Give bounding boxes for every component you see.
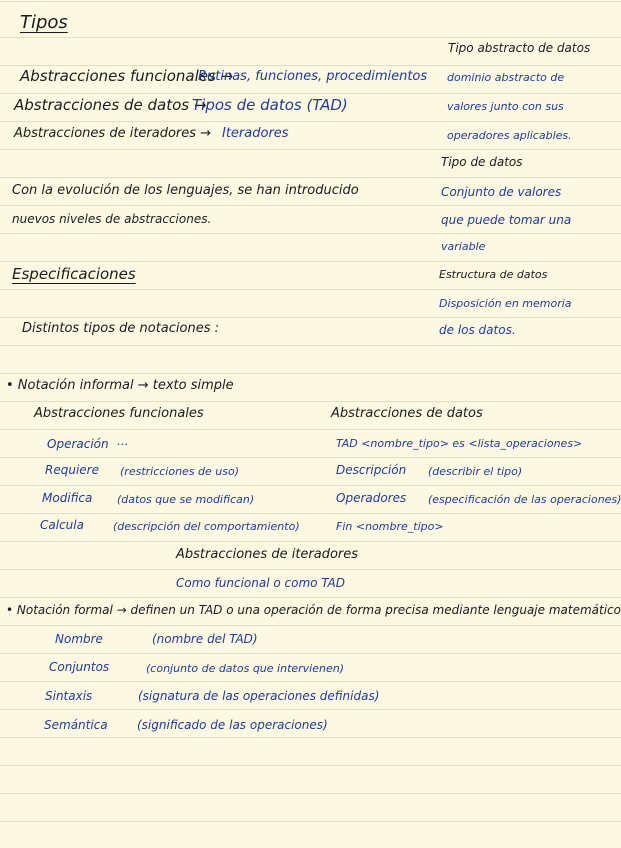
funcionales-key-requiere: Requiere	[45, 463, 99, 477]
abstraccion-label-iteradores: Abstracciones de iteradores →	[14, 126, 212, 141]
abstraccion-value-datos: Tipos de datos (TAD)	[192, 96, 348, 114]
iteradores-note: Como funcional o como TAD	[176, 576, 346, 590]
datos-desc-descripcion: (describir el tipo)	[428, 465, 523, 478]
side-estructura-title: Estructura de datos	[439, 268, 548, 281]
notaciones-intro: Distintos tipos de notaciones :	[22, 321, 219, 336]
abstraccion-value-funcionales: Rutinas, funciones, procedimientos	[198, 69, 428, 84]
funcionales-desc-modifica: (datos que se modifican)	[117, 493, 255, 506]
especificaciones-title: Especificaciones	[12, 265, 136, 283]
formal-desc-conjuntos: (conjunto de datos que intervienen)	[146, 662, 345, 675]
side-tipo-line-2: que puede tomar una	[441, 213, 572, 227]
datos-title: Abstracciones de datos	[331, 406, 483, 421]
formal-key-nombre: Nombre	[55, 632, 103, 646]
informal-heading: • Notación informal → texto simple	[6, 378, 234, 393]
funcionales-key-calcula: Calcula	[40, 518, 84, 532]
abstraccion-label-datos: Abstracciones de datos →	[14, 96, 207, 114]
side-tad-title: Tipo abstracto de datos	[448, 41, 591, 55]
formal-key-sintaxis: Sintaxis	[45, 689, 93, 703]
side-estructura-line-1: Disposición en memoria	[439, 297, 572, 310]
formal-heading: • Notación formal → definen un TAD o una operación de forma precisa mediante lenguaje matemático	[6, 603, 621, 617]
formal-desc-sintaxis: (signatura de las operaciones definidas)	[138, 689, 380, 703]
funcionales-title: Abstracciones funcionales	[34, 406, 204, 421]
formal-key-semantica: Semántica	[44, 718, 108, 732]
datos-key-tad: TAD <nombre_tipo> es <lista_operaciones>	[336, 437, 583, 450]
side-tipo-title: Tipo de datos	[441, 155, 523, 169]
abstraccion-label-funcionales: Abstracciones funcionales →	[20, 67, 234, 85]
side-tipo-line-3: variable	[441, 240, 486, 253]
datos-key-fin: Fin <nombre_tipo>	[336, 520, 444, 533]
formal-desc-semantica: (significado de las operaciones)	[137, 718, 328, 732]
funcionales-desc-requiere: (restricciones de uso)	[120, 465, 240, 478]
iteradores-title: Abstracciones de iteradores	[176, 547, 359, 562]
funcionales-desc-calcula: (descripción del comportamiento)	[113, 520, 300, 533]
formal-key-conjuntos: Conjuntos	[49, 660, 110, 674]
side-tad-line-1: dominio abstracto de	[447, 71, 565, 84]
funcionales-desc-operacion: ...	[117, 434, 129, 448]
side-estructura-line-2: de los datos.	[439, 323, 516, 337]
datos-key-operadores: Operadores	[336, 491, 407, 505]
evolucion-line-1: Con la evolución de los lenguajes, se han introducido	[12, 183, 359, 198]
datos-key-descripcion: Descripción	[336, 463, 407, 477]
abstraccion-value-iteradores: Iteradores	[222, 126, 289, 141]
evolucion-line-2: nuevos niveles de abstracciones.	[12, 212, 212, 226]
formal-desc-nombre: (nombre del TAD)	[152, 632, 258, 646]
page-title: Tipos	[20, 12, 68, 33]
funcionales-key-operacion: Operación	[47, 437, 109, 451]
funcionales-key-modifica: Modifica	[42, 491, 93, 505]
datos-desc-operadores: (especificación de las operaciones)	[428, 493, 621, 506]
side-tad-line-2: valores junto con sus	[447, 100, 564, 113]
side-tad-line-3: operadores aplicables.	[447, 129, 572, 142]
side-tipo-line-1: Conjunto de valores	[441, 185, 562, 199]
